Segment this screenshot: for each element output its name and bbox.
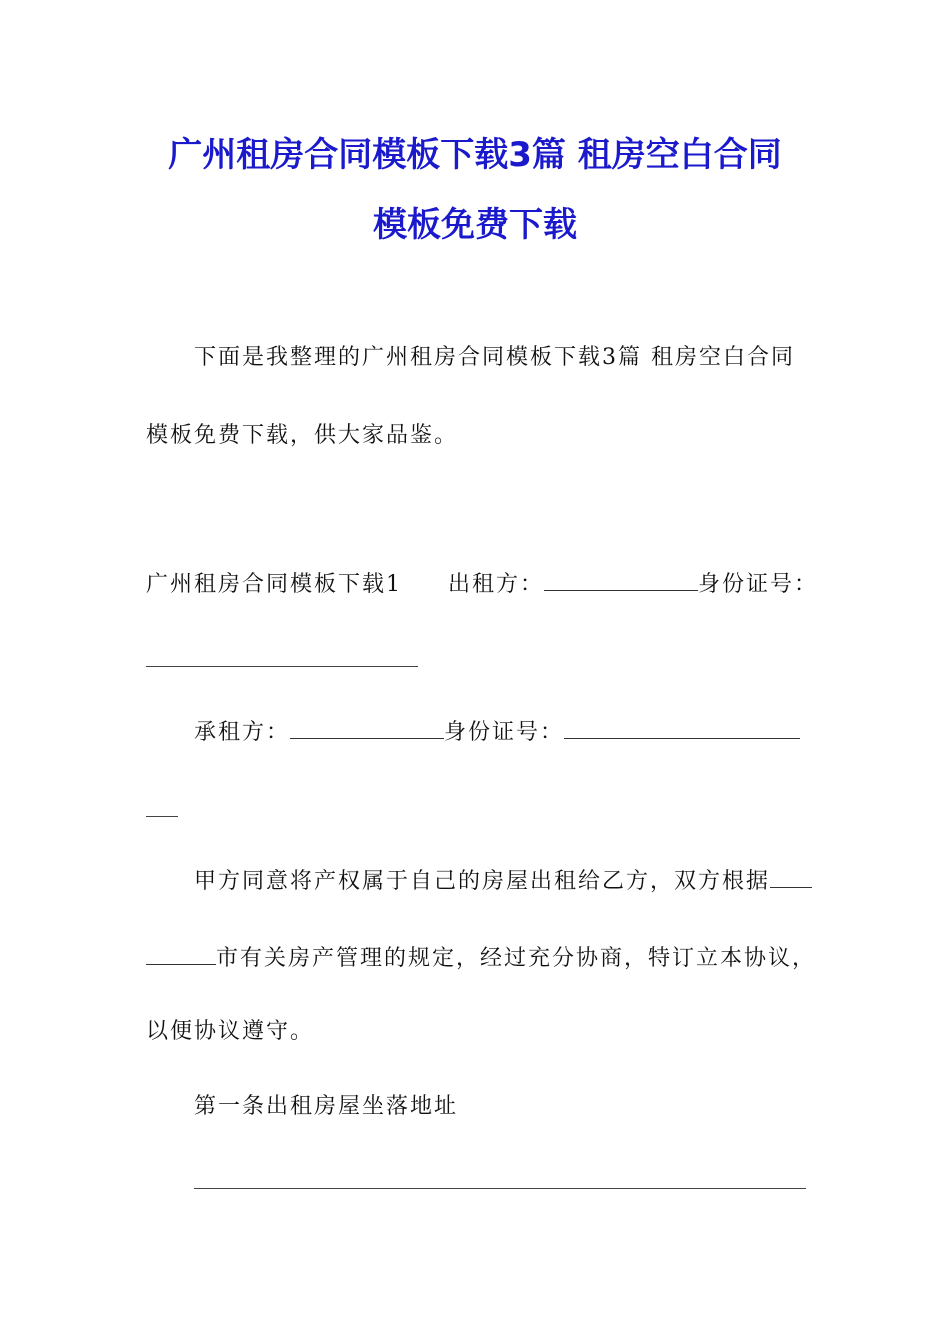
city-blank (770, 869, 812, 888)
lessor-label: 出租方： (448, 572, 545, 597)
section-title: 广州租房合同模板下载1 (146, 572, 402, 597)
document-title-line-1: 广州租房合同模板下载3篇 租房空白合同 (168, 135, 782, 175)
lessor-id-label: 身份证号： (698, 572, 819, 597)
lessor-name-blank (544, 572, 698, 591)
lessee-id-label: 身份证号： (444, 720, 565, 745)
lessee-id-blank-continued (146, 816, 178, 817)
agreement-text-2: 市有关房产管理的规定，经过充分协商，特订立本协议， (216, 946, 817, 971)
city-blank-continued (146, 946, 216, 965)
lessee-row (194, 720, 800, 744)
intro-line-1: 下面是我整理的广州租房合同模板下载3篇 租房空白合同 (194, 345, 795, 370)
agreement-line-1 (194, 869, 812, 893)
article-1-heading: 第一条出租房屋坐落地址 (194, 1094, 459, 1119)
address-blank (194, 1188, 806, 1189)
section-header-row (146, 572, 818, 596)
lessee-label: 承租方： (194, 720, 291, 745)
agreement-line-2 (146, 946, 816, 970)
lessee-id-blank (564, 720, 800, 739)
agreement-line-3: 以便协议遵守。 (146, 1019, 315, 1044)
agreement-text-1: 甲方同意将产权属于自己的房屋出租给乙方，双方根据 (194, 869, 771, 894)
lessee-name-blank (290, 720, 444, 739)
document-title-line-2: 模板免费下载 (373, 205, 577, 245)
intro-line-2: 模板免费下载，供大家品鉴。 (146, 423, 459, 448)
lessor-id-blank (146, 666, 418, 667)
